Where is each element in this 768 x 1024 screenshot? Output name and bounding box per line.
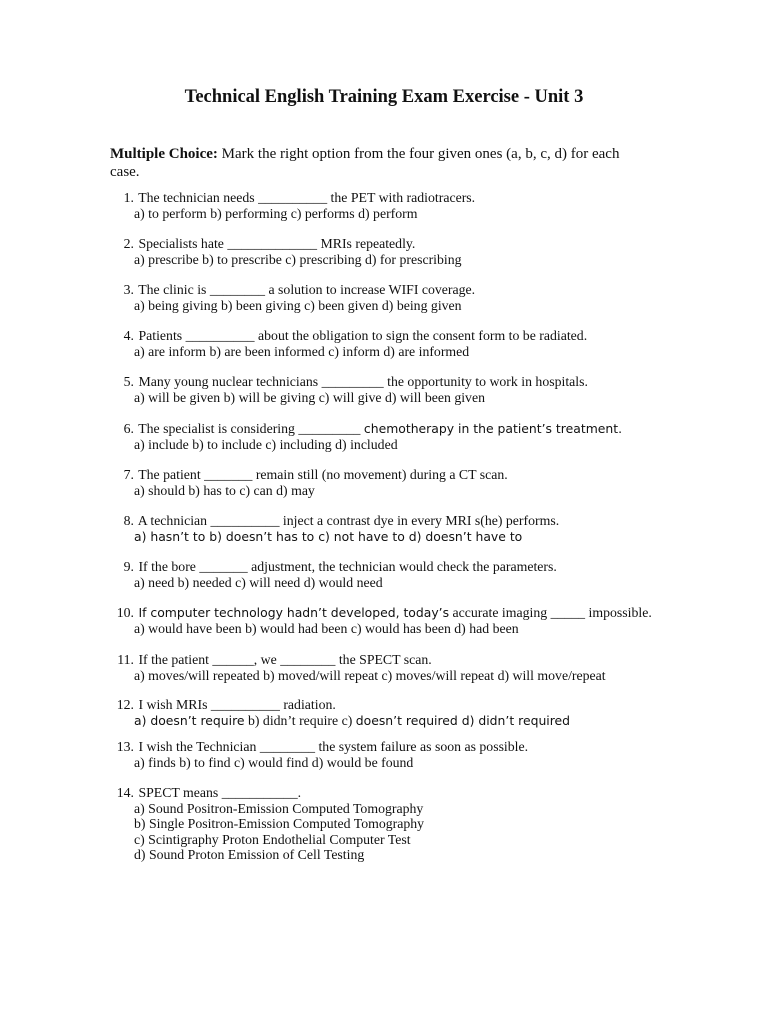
question-stem [112,421,672,437]
question-text: If computer technology hadn’t developed, today’s [138,605,450,620]
option-b-c: b) didn’t require c) [244,712,356,728]
question-1 [112,190,672,221]
question-text: A technician __________ inject a contrast dye in every MRI s(he) performs. [137,513,560,528]
question-text: The patient _______ remain still (no movement) during a CT scan. [138,467,508,482]
question-5 [112,374,672,405]
question-stem [112,605,672,621]
question-options: a) will be given b) will be giving c) will give d) will been given [134,389,485,405]
question-stem [112,236,672,252]
question-stem [112,513,672,529]
question-stem [112,374,672,390]
question-options: a) hasn’t to b) doesn’t has to c) not have to d) doesn’t have to [134,528,523,544]
question-7 [112,467,672,498]
question-options [112,713,672,729]
question-text-continued: accurate imaging _____ impossible. [449,605,652,620]
question-3 [112,282,672,313]
question-stem [112,559,672,575]
question-number: 4. [123,328,134,343]
question-text: The technician needs __________ the PET with radiotracers. [138,190,476,205]
question-text: Patients __________ about the obligation to sign the consent form to be radiated. [138,328,588,343]
question-14 [112,785,672,863]
question-options: a) are inform b) are been informed c) inform d) are informed [134,343,470,359]
question-text: Many young nuclear technicians _________ the opportunity to work in hospitals. [138,374,588,389]
instructions [110,145,650,181]
question-number: 5. [123,374,134,389]
option-line: a) Sound Positron-Emission Computed Tomography [134,800,424,816]
question-text: SPECT means ___________. [138,785,302,800]
question-text: If the bore _______ adjustment, the technician would check the parameters. [138,559,557,574]
question-text: I wish MRIs __________ radiation. [138,697,336,712]
question-stem [112,190,672,206]
question-text: If the patient ______, we ________ the SPECT scan. [138,652,432,667]
question-options: a) include b) to include c) including d) included [134,436,398,452]
instructions-text: Mark the right option from the four given ones (a, b, c, d) for each case. [110,146,620,180]
question-options: a) need b) needed c) will need d) would need [134,574,383,590]
question-13 [112,739,672,770]
question-number: 7. [123,467,134,482]
document-title: Technical English Training Exam Exercise - Unit 3 [184,87,584,107]
question-number: 12. [116,697,134,712]
question-number: 13. [116,739,134,754]
question-text: The clinic is ________ a solution to increase WIFI coverage. [138,282,476,297]
question-9 [112,559,672,590]
question-stem [112,785,672,801]
question-options: a) should b) has to c) can d) may [134,482,315,498]
option-line: d) Sound Proton Emission of Cell Testing [134,847,365,862]
question-stem [112,282,672,298]
question-number: 11. [117,652,134,667]
instructions-lead: Multiple Choice: [110,146,218,162]
question-stem [112,739,672,755]
question-10 [112,605,672,636]
question-options [112,801,672,863]
question-stem [112,328,672,344]
option-a: a) doesn’t require [134,712,245,728]
question-options: a) moves/will repeated b) moved/will repeat c) moves/will repeat d) will move/repeat [134,667,606,683]
question-text: The specialist is considering _________ [138,421,364,436]
option-c-d: doesn’t required d) didn’t required [355,712,571,728]
question-text: I wish the Technician ________ the system failure as soon as possible. [138,739,529,754]
question-stem [112,467,672,483]
question-2 [112,236,672,267]
question-number: 3. [123,282,134,297]
question-text-continued: chemotherapy in the patient’s treatment. [363,421,623,436]
question-11 [112,652,672,683]
question-8 [112,513,672,544]
question-number: 14. [116,785,134,800]
question-number: 2. [123,236,134,251]
question-options: a) being giving b) been giving c) been given d) being given [134,297,462,313]
question-number: 10. [116,605,134,620]
option-line: b) Single Positron-Emission Computed Tomography [134,816,425,831]
option-line: c) Scintigraphy Proton Endothelial Computer Test [134,831,411,847]
question-number: 9. [123,559,134,574]
question-number: 1. [123,190,134,205]
question-text: Specialists hate _____________ MRIs repeatedly. [138,236,416,251]
question-4 [112,328,672,359]
question-number: 8. [123,513,134,528]
question-6 [112,421,672,452]
question-12 [112,697,672,728]
question-options: a) prescribe b) to prescribe c) prescribing d) for prescribing [134,251,462,267]
question-number: 6. [123,421,134,436]
question-stem [112,652,672,668]
question-options: a) to perform b) performing c) performs d) perform [134,205,418,221]
question-stem [112,697,672,713]
question-options: a) finds b) to find c) would find d) would be found [134,754,414,770]
question-options: a) would have been b) would had been c) would has been d) had been [134,620,519,636]
